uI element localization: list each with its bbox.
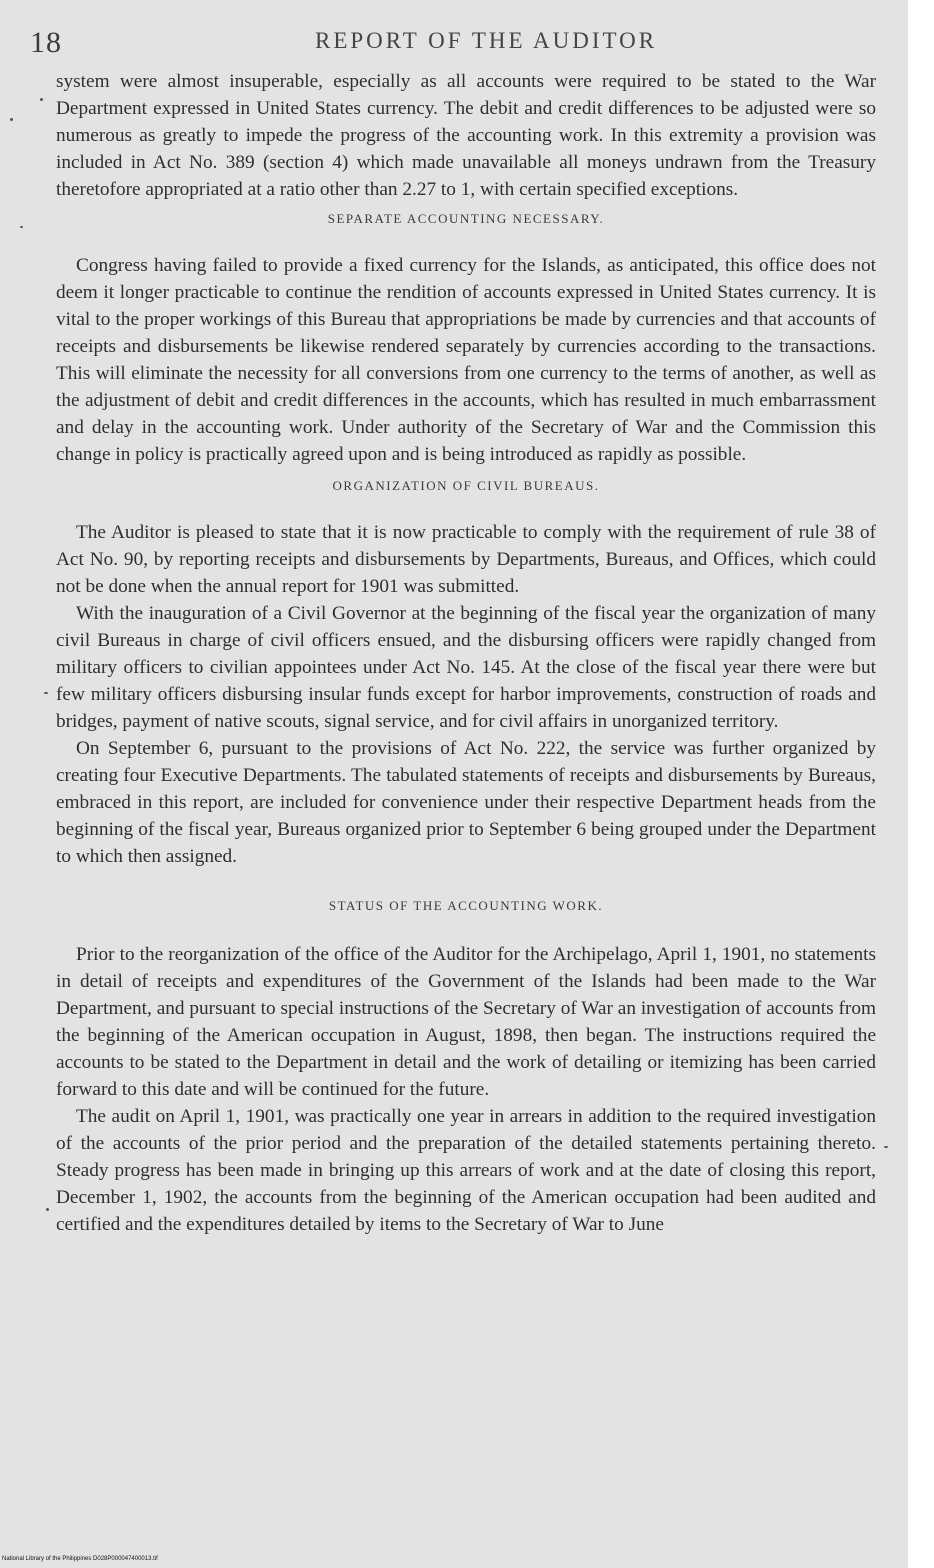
page-header <box>30 18 870 62</box>
page-margin <box>908 0 934 1568</box>
scan-speck <box>44 692 48 694</box>
paragraph: On September 6, pursuant to the provisions of Act No. 222, the service was further organized by creating four Executive Departments. The tabulated statements of receipts and disbursements by Bureaus, embraced in this report, are included for convenience under their respective Department heads from the beginning of the fiscal year, Bureaus organized prior to September 6 being grouped under the Department to which then assigned. <box>56 738 876 867</box>
paragraph: The audit on April 1, 1901, was practically one year in arrears in addition to the required investigation of the accounts of the prior period and the preparation of the detailed statements pertaining thereto. Steady progress has been made in bringing up this arrears of work and at the date of closing this report, December 1, 1902, the accounts from the beginning of the American occupation had been audited and certified and the expenditures detailed by items to the Secretary of War to June <box>56 1106 876 1235</box>
scan-speck <box>46 1208 49 1211</box>
scan-speck <box>884 1146 888 1148</box>
section-heading-status-accounting-work: STATUS OF THE ACCOUNTING WORK. <box>328 898 604 913</box>
section-heading-organization-civil-bureaus: ORGANIZATION OF CIVIL BUREAUS. <box>332 478 600 493</box>
intro-paragraph: system were almost insuperable, especially as all accounts were required to be stated to the War Department expressed in United States currency. The debit and credit differences to be adjusted were so numerous as greatly to impede the progress of the accounting work. In this extremity a provision was included in Act No. 389 (section 4) which made unavailable all moneys undrawn from the Treasury theretofore appropriated at a ratio other than 2.27 to 1, with certain specified exceptions. <box>56 71 876 200</box>
source-footnote: National Library of the Philippines D028P000047400013.tif <box>2 1556 158 1562</box>
paragraph: With the inauguration of a Civil Governor at the beginning of the fiscal year the organization of many civil Bureaus in charge of civil officers ensued, and the disbursing officers were rapidly changed from military officers to civilian appointees under Act No. 145. At the close of the fiscal year there were but few military officers disbursing insular funds except for harbor improvements, construction of roads and bridges, payment of native scouts, signal service, and for civil affairs in unorganized territory. <box>56 603 876 732</box>
page-body <box>56 68 876 1238</box>
scan-speck <box>10 118 13 121</box>
running-head: REPORT OF THE AUDITOR <box>315 28 658 53</box>
section-heading-separate-accounting: SEPARATE ACCOUNTING NECESSARY. <box>327 211 605 226</box>
scan-speck <box>40 98 43 101</box>
scan-speck <box>20 226 23 228</box>
page-number: 18 <box>30 26 62 59</box>
paragraph: Congress having failed to provide a fixed currency for the Islands, as anticipated, this office does not deem it longer practicable to continue the rendition of accounts expressed in United States currency. It is vital to the proper workings of this Bureau that appropriations be made by currencies and that accounts of receipts and disbursements be likewise rendered separately by currencies according to the transactions. This will eliminate the necessity for all conversions from one currency to the terms of another, as well as the adjustment of debit and credit differences in the accounts, which has resulted in much embarrassment and delay in the accounting work. Under authority of the Secretary of War and the Commission this change in policy is practically agreed upon and is being introduced as rapidly as possible. <box>56 255 876 465</box>
paragraph: Prior to the reorganization of the office of the Auditor for the Archipelago, April 1, 1901, no statements in detail of receipts and expenditures of the Government of the Islands had been made to the War Department, and pursuant to special instructions of the Secretary of War an investigation of accounts from the beginning of the American occupation in August, 1898, then began. The instructions required the accounts to be stated to the Department in detail and the work of detailing or itemizing has been carried forward to this date and will be continued for the future. <box>56 944 876 1100</box>
paragraph: The Auditor is pleased to state that it is now practicable to comply with the requirement of rule 38 of Act No. 90, by reporting receipts and disbursements by Departments, Bureaus, and Offices, which could not be done when the annual report for 1901 was submitted. <box>56 522 876 597</box>
